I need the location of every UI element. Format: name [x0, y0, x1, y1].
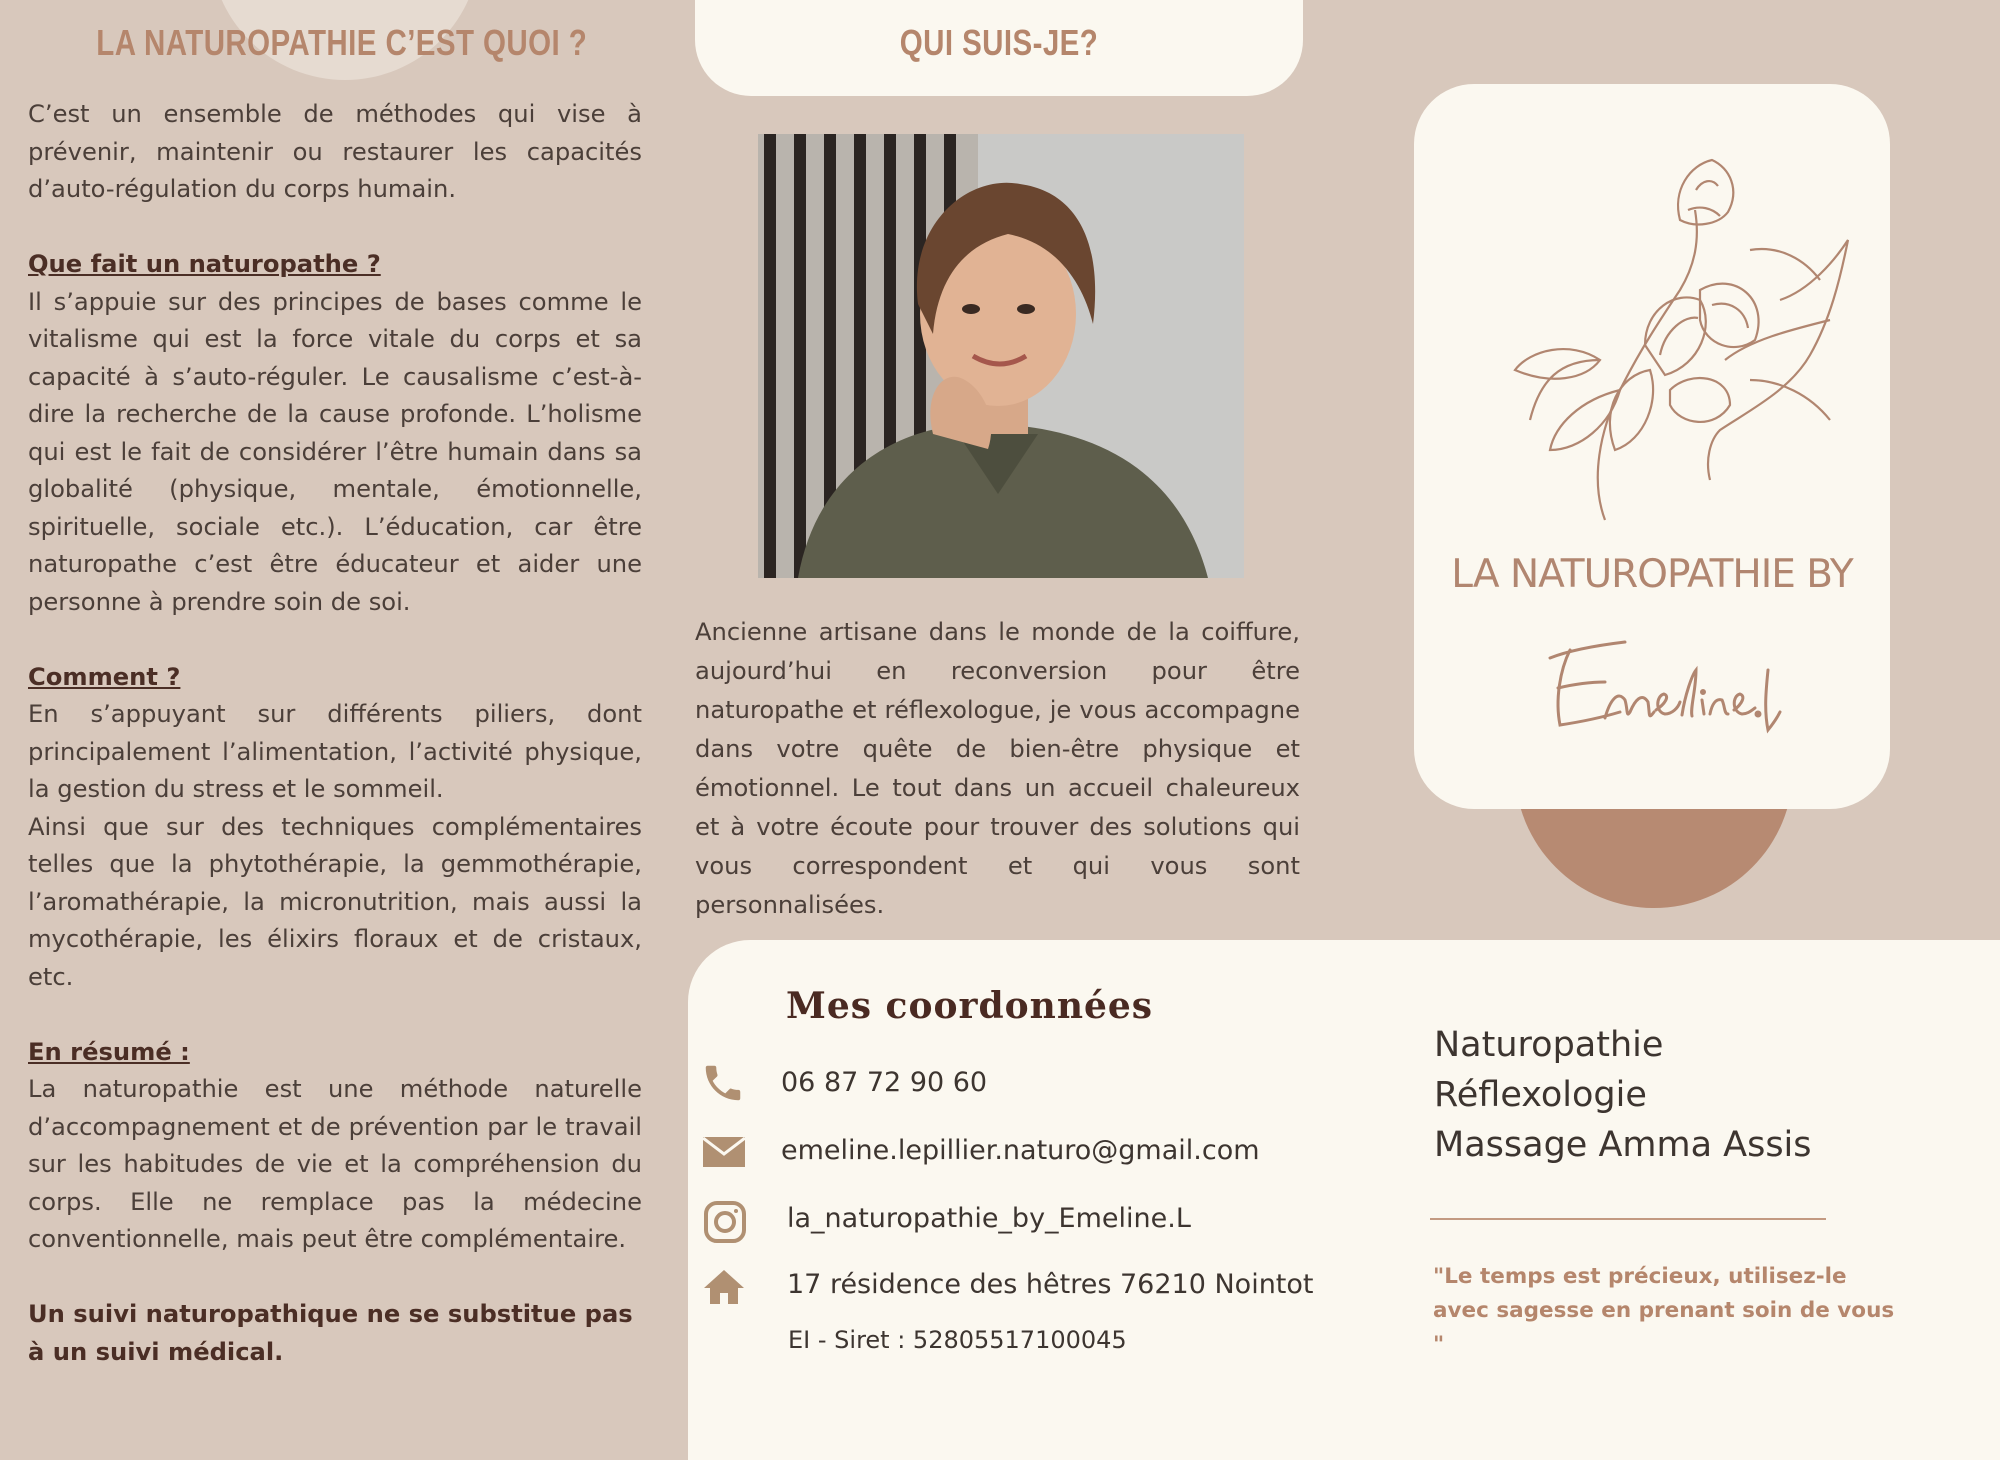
home-icon [703, 1268, 745, 1310]
intro-paragraph: C’est un ensemble de méthodes qui vise à prévenir, maintenir ou restaurer les capacités d’auto-régulation du corps humain. [28, 100, 642, 203]
section-title: En résumé : [28, 1037, 190, 1066]
flower-line-art-icon [1450, 150, 1860, 530]
siret-number: EI - Siret : 52805517100045 [788, 1326, 1127, 1354]
service-item: Massage Amma Assis [1434, 1125, 1812, 1165]
portrait-photo [758, 134, 1244, 578]
heading-what-is-naturopathy: LA NATUROPATHIE C’EST QUOI ? [96, 22, 588, 63]
instagram-handle[interactable]: la_naturopathie_by_Emeline.L [787, 1203, 1191, 1234]
section-title: Comment ? [28, 662, 181, 691]
email-address[interactable]: emeline.lepillier.naturo@gmail.com [781, 1135, 1260, 1166]
section-title: Que fait un naturopathe ? [28, 250, 381, 278]
bio-paragraph: Ancienne artisane dans le monde de la coiffure, aujourd’hui en reconversion pour être naturopathe et réflexologue, je vous accompagne dans votre quête de bien-être physique et émotionnel. Le tout dans un accueil chaleureux et à votre écoute pour trouver des solutions qui vous correspondent et qui vous sont personnalisées. [695, 618, 1300, 919]
services-list [1434, 1020, 1812, 1170]
heading-who-am-i: QUI SUIS-JE? [899, 22, 1099, 63]
contact-title: Mes coordonnées [786, 985, 1154, 1027]
instagram-icon [703, 1200, 747, 1248]
divider-line [1430, 1218, 1826, 1220]
medical-disclaimer: Un suivi naturopathique ne se substitue pas à un suivi médical. [28, 1300, 633, 1366]
logo-brand-line: LA NATUROPATHIE BY [1451, 552, 1853, 597]
phone-icon [700, 1060, 746, 1110]
section-paragraph: La naturopathie est une méthode naturelle d’accompagnement et de prévention par le travail sur les habitudes de vie et la compréhension du corps. Elle ne remplace pas la médecine conventionnelle, mais peut être complémentaire. [28, 1075, 642, 1253]
left-column [28, 96, 642, 1371]
postal-address: 17 résidence des hêtres 76210 Nointot [787, 1269, 1314, 1300]
service-item: Naturopathie [1434, 1025, 1664, 1065]
service-item: Réflexologie [1434, 1075, 1647, 1115]
section-paragraph: Ainsi que sur des techniques complémentaires telles que la phytothérapie, la gemmothérapie, l’aromathérapie, la micronutrition, mais aussi la mycothérapie, les élixirs floraux et de cristaux, etc. [28, 812, 642, 991]
section-paragraph: Il s’appuie sur des principes de bases comme le vitalisme qui est la force vitale du corps et sa capacité à s’auto-réguler. Le causalisme c’est-à-dire la recherche de la cause profonde. L’holisme qui est le fait de considérer l’être humain dans sa globalité (physique, mentale, émotionnelle, spirituelle, sociale etc.). L’éducation, car être naturopathe c’est être éducateur et aider une personne à prendre soin de soi. [28, 287, 642, 616]
section-paragraph: En s’appuyant sur différents piliers, dont principalement l’alimentation, l’activité physique, la gestion du stress et le sommeil. [28, 700, 642, 803]
phone-number[interactable]: 06 87 72 90 60 [781, 1067, 988, 1098]
quote: "Le temps est précieux, utilisez-le avec sagesse en prenant soin de vous " [1433, 1264, 1895, 1357]
logo-signature [1530, 630, 1790, 740]
mail-icon [702, 1136, 746, 1172]
